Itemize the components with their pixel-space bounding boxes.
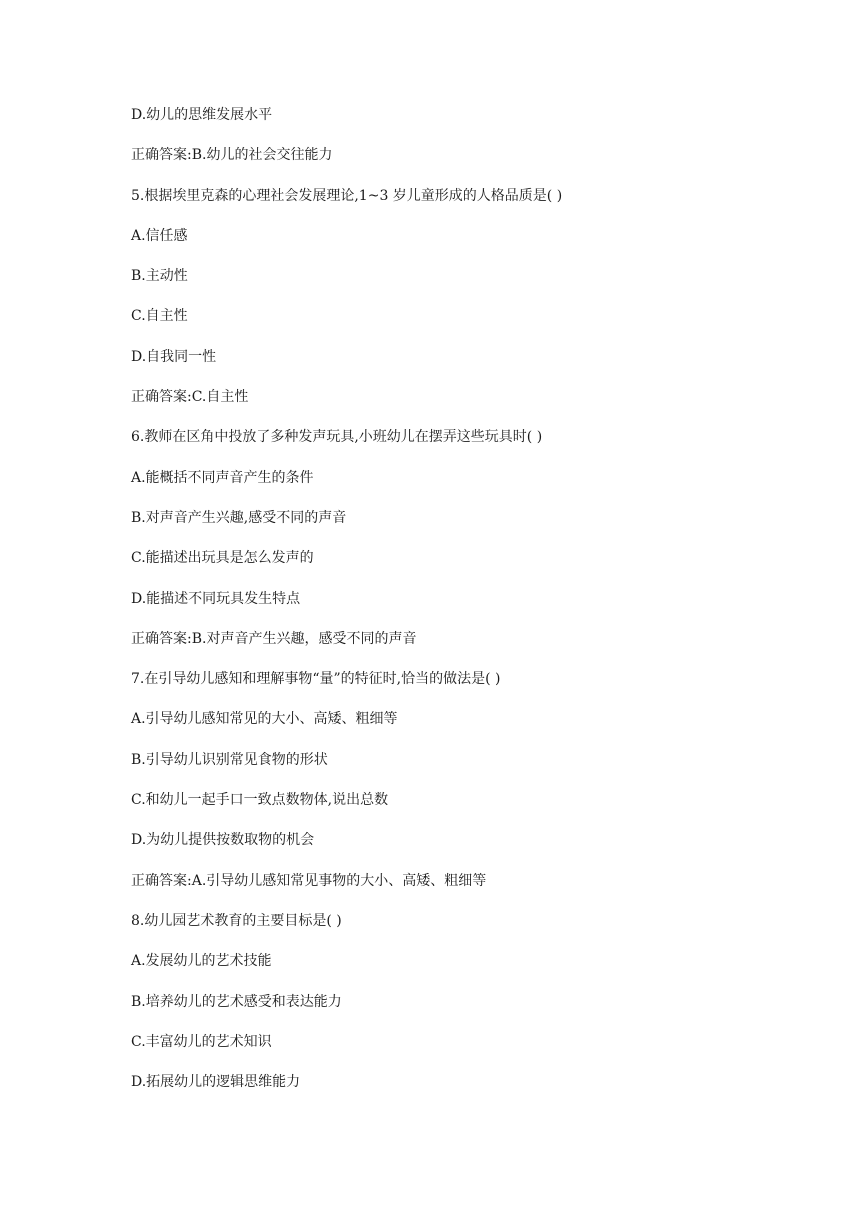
option-d-q8: D.拓展幼儿的逻辑思维能力 xyxy=(131,1074,301,1091)
option-c-q6: C.能描述出玩具是怎么发声的 xyxy=(131,550,314,567)
option-a-q5: A.信任感 xyxy=(131,227,188,244)
option-b-q8: B.培养幼儿的艺术感受和表达能力 xyxy=(131,993,342,1010)
answer-q4: 正确答案:B.幼儿的社会交往能力 xyxy=(131,147,333,164)
option-a-q6: A.能概括不同声音产生的条件 xyxy=(131,469,314,486)
answer-q7: 正确答案:A.引导幼儿感知常见事物的大小、高矮、粗细等 xyxy=(131,872,487,889)
question-8: 8.幼儿园艺术教育的主要目标是( ) xyxy=(131,912,342,929)
option-d-q4: D.幼儿的思维发展水平 xyxy=(131,107,273,123)
option-a-q7: A.引导幼儿感知常见的大小、高矮、粗细等 xyxy=(131,711,398,728)
option-b-q5: B.主动性 xyxy=(131,268,188,285)
option-d-q5: D.自我同一性 xyxy=(131,348,217,365)
question-7: 7.在引导幼儿感知和理解事物“量”的特征时,恰当的做法是( ) xyxy=(131,671,501,688)
answer-q5: 正确答案:C.自主性 xyxy=(131,389,249,406)
document-content xyxy=(131,104,751,1111)
question-5: 5.根据埃里克森的心理社会发展理论,1~3 岁儿童形成的人格品质是( ) xyxy=(131,187,563,204)
question-6: 6.教师在区角中投放了多种发声玩具,小班幼儿在摆弄这些玩具时( ) xyxy=(131,429,543,446)
option-d-q6: D.能描述不同玩具发生特点 xyxy=(131,590,301,607)
option-b-q7: B.引导幼儿识别常见食物的形状 xyxy=(131,751,328,768)
option-a-q8: A.发展幼儿的艺术技能 xyxy=(131,953,272,970)
answer-q6: 正确答案:B.对声音产生兴趣，感受不同的声音 xyxy=(131,630,417,647)
option-c-q7: C.和幼儿一起手口一致点数物体,说出总数 xyxy=(131,792,389,809)
option-c-q8: C.丰富幼儿的艺术知识 xyxy=(131,1033,272,1050)
option-d-q7: D.为幼儿提供按数取物的机会 xyxy=(131,832,315,849)
option-b-q6: B.对声音产生兴趣,感受不同的声音 xyxy=(131,509,347,526)
option-c-q5: C.自主性 xyxy=(131,308,188,325)
